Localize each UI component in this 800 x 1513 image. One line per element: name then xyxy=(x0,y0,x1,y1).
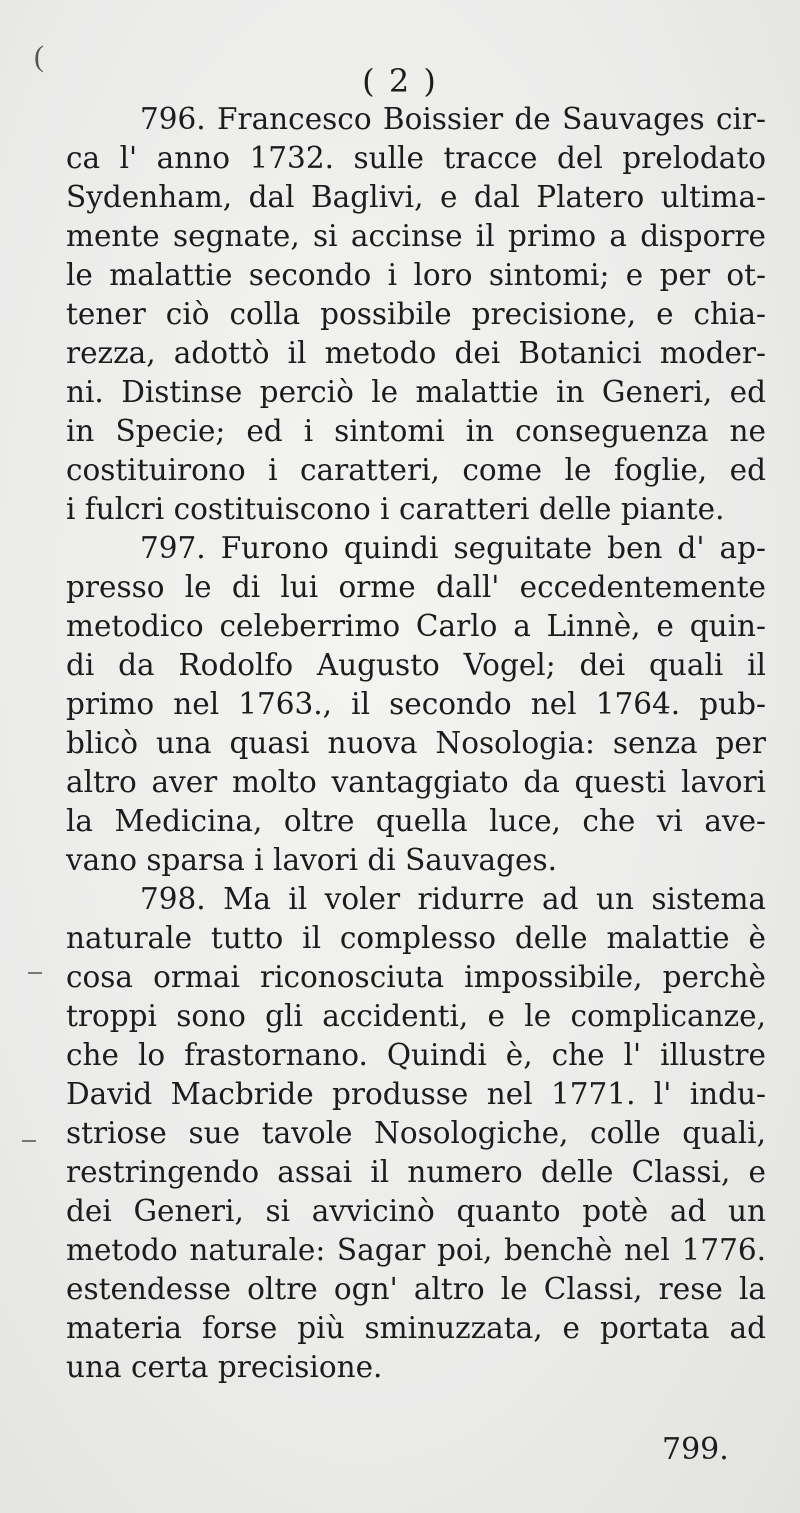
text-line: metodo naturale: Sagar poi, benchè nel 1776. xyxy=(66,1233,766,1267)
paragraph-797 xyxy=(66,529,766,880)
text-line: i fulcri costituiscono i caratteri delle piante. xyxy=(66,492,725,526)
text-line: Sydenham, dal Baglivi, e dal Platero ultima- xyxy=(66,180,766,214)
paragraph-798 xyxy=(66,880,766,1387)
text-line: striose sue tavole Nosologiche, colle quali, xyxy=(66,1116,766,1150)
text-line: tener ciò colla possibile precisione, e chia- xyxy=(66,297,766,331)
margin-dash xyxy=(28,972,42,974)
text-line: restringendo assai il numero delle Classi, e xyxy=(66,1155,766,1189)
text-line: cosa ormai riconosciuta impossibile, perchè xyxy=(66,960,766,994)
text-line: le malattie secondo i loro sintomi; e per ot- xyxy=(66,258,766,292)
text-line: costituirono i caratteri, come le foglie, ed xyxy=(66,453,766,487)
text-line: mente segnate, si accinse il primo a disporre xyxy=(66,219,766,253)
text-line: che lo frastornano. Quindi è, che l' illustre xyxy=(66,1038,766,1072)
catchword: 799. xyxy=(662,1432,729,1467)
text-line: ni. Distinse perciò le malattie in Generi, ed xyxy=(66,375,766,409)
text-line: 796. Francesco Boissier de Sauvages cir- xyxy=(140,102,766,136)
text-line: dei Generi, si avvicinò quanto potè ad un xyxy=(66,1194,766,1228)
text-line: blicò una quasi nuova Nosologia: senza per xyxy=(66,726,766,760)
text-line: in Specie; ed i sintomi in conseguenza ne xyxy=(66,414,766,448)
edge-bracket-mark: ( xyxy=(34,40,44,73)
text-line: la Medicina, oltre quella luce, che vi ave- xyxy=(66,804,766,838)
paragraph-796 xyxy=(66,100,766,529)
text-line: rezza, adottò il metodo dei Botanici moder- xyxy=(66,336,766,370)
margin-dash xyxy=(22,1140,36,1142)
text-line: una certa precisione. xyxy=(66,1350,383,1384)
text-line: troppi sono gli accidenti, e le complicanze, xyxy=(66,999,766,1033)
text-line: primo nel 1763., il secondo nel 1764. pub- xyxy=(66,687,766,721)
text-line: materia forse più sminuzzata, e portata ad xyxy=(66,1311,766,1345)
text-line: metodico celeberrimo Carlo a Linnè, e quin- xyxy=(66,609,766,643)
text-line: 797. Furono quindi seguitate ben d' ap- xyxy=(140,531,766,565)
page-number: ( 2 ) xyxy=(362,62,438,100)
text-line: di da Rodolfo Augusto Vogel; dei quali il xyxy=(66,648,766,682)
text-line: altro aver molto vantaggiato da questi lavori xyxy=(66,765,766,799)
text-block xyxy=(66,100,766,1387)
text-line: vano sparsa i lavori di Sauvages. xyxy=(66,843,557,877)
text-line: 798. Ma il voler ridurre ad un sistema xyxy=(140,882,766,916)
text-line: naturale tutto il complesso delle malattie è xyxy=(66,921,766,955)
text-line: ca l' anno 1732. sulle tracce del prelodato xyxy=(66,141,766,175)
text-line: David Macbride produsse nel 1771. l' indu- xyxy=(66,1077,766,1111)
text-line: presso le di lui orme dall' eccedentemente xyxy=(66,570,766,604)
text-line: estendesse oltre ogn' altro le Classi, rese la xyxy=(66,1272,766,1306)
